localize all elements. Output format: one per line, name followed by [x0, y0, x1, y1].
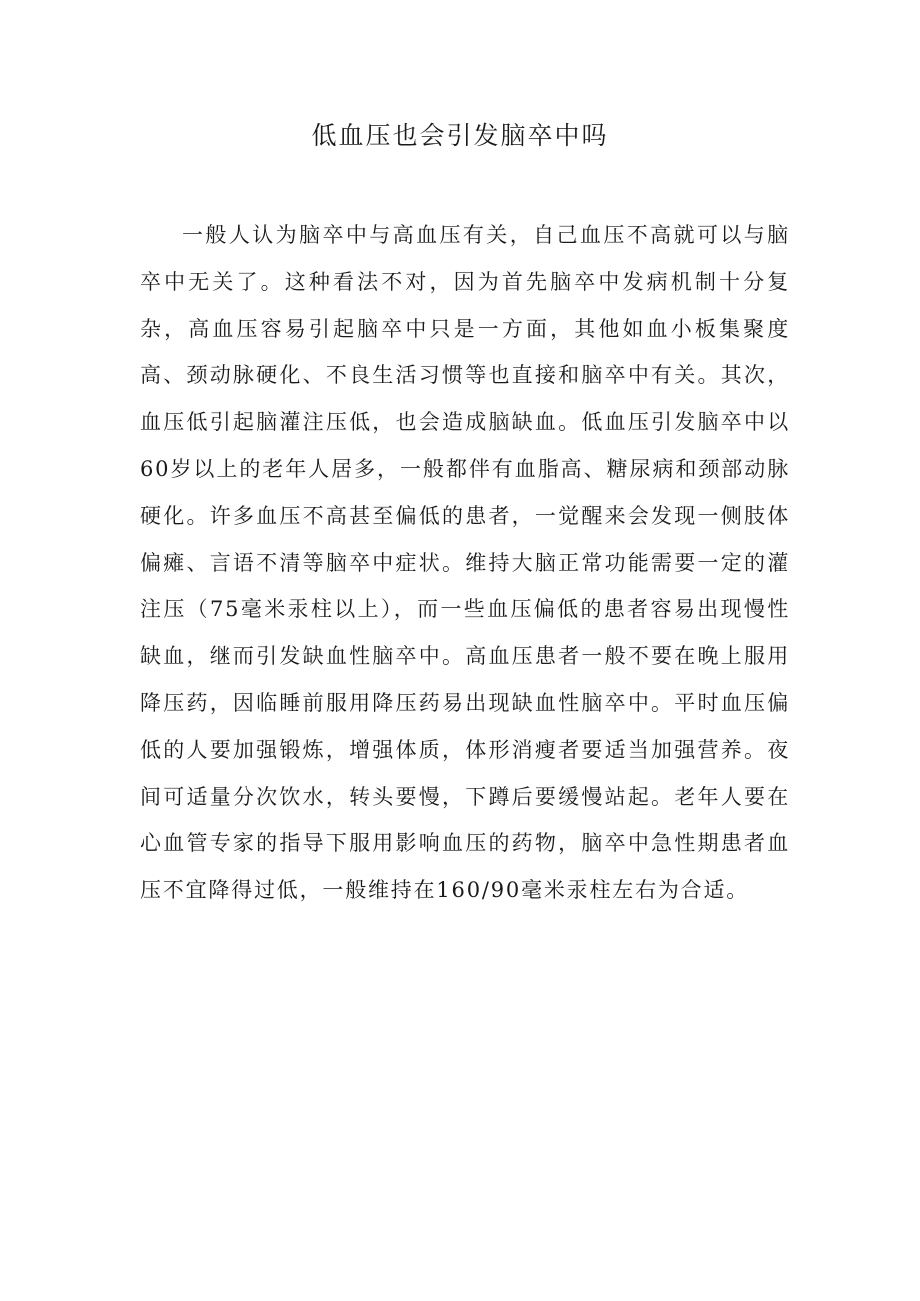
document-title: 低血压也会引发脑卒中吗 [311, 121, 609, 150]
body-paragraph: 一般人认为脑卒中与高血压有关，自己血压不高就可以与脑卒中无关了。这种看法不对，因为首先脑卒中发病机制十分复杂，高血压容易引起脑卒中只是一方面，其他如血小板集聚度高、颈动脉硬化、不良生活习惯等也直接和脑卒中有关。其次，血压低引起脑灌注压低，也会造成脑缺血。低血压引发脑卒中以60岁以上的老年人居多，一般都伴有血脂高、糖尿病和颈部动脉硬化。许多血压不高甚至偏低的患者，一觉醒来会发现一侧肢体偏瘫、言语不清等脑卒中症状。维持大脑正常功能需要一定的灌注压（75毫米汞柱以上），而一些血压偏低的患者容易出现慢性缺血，继而引发缺血性脑卒中。高血压患者一般不要在晚上服用降压药，因临睡前服用降压药易出现缺血性脑卒中。平时血压偏低的人要加强锻炼，增强体质，体形消瘦者要适当加强营养。夜间可适量分次饮水，转头要慢，下蹲后要缓慢站起。老年人要在心血管专家的指导下服用影响血压的药物，脑卒中急性期患者血压不宜降得过低，一般维持在160/90毫米汞柱左右为合适。 [140, 223, 790, 903]
